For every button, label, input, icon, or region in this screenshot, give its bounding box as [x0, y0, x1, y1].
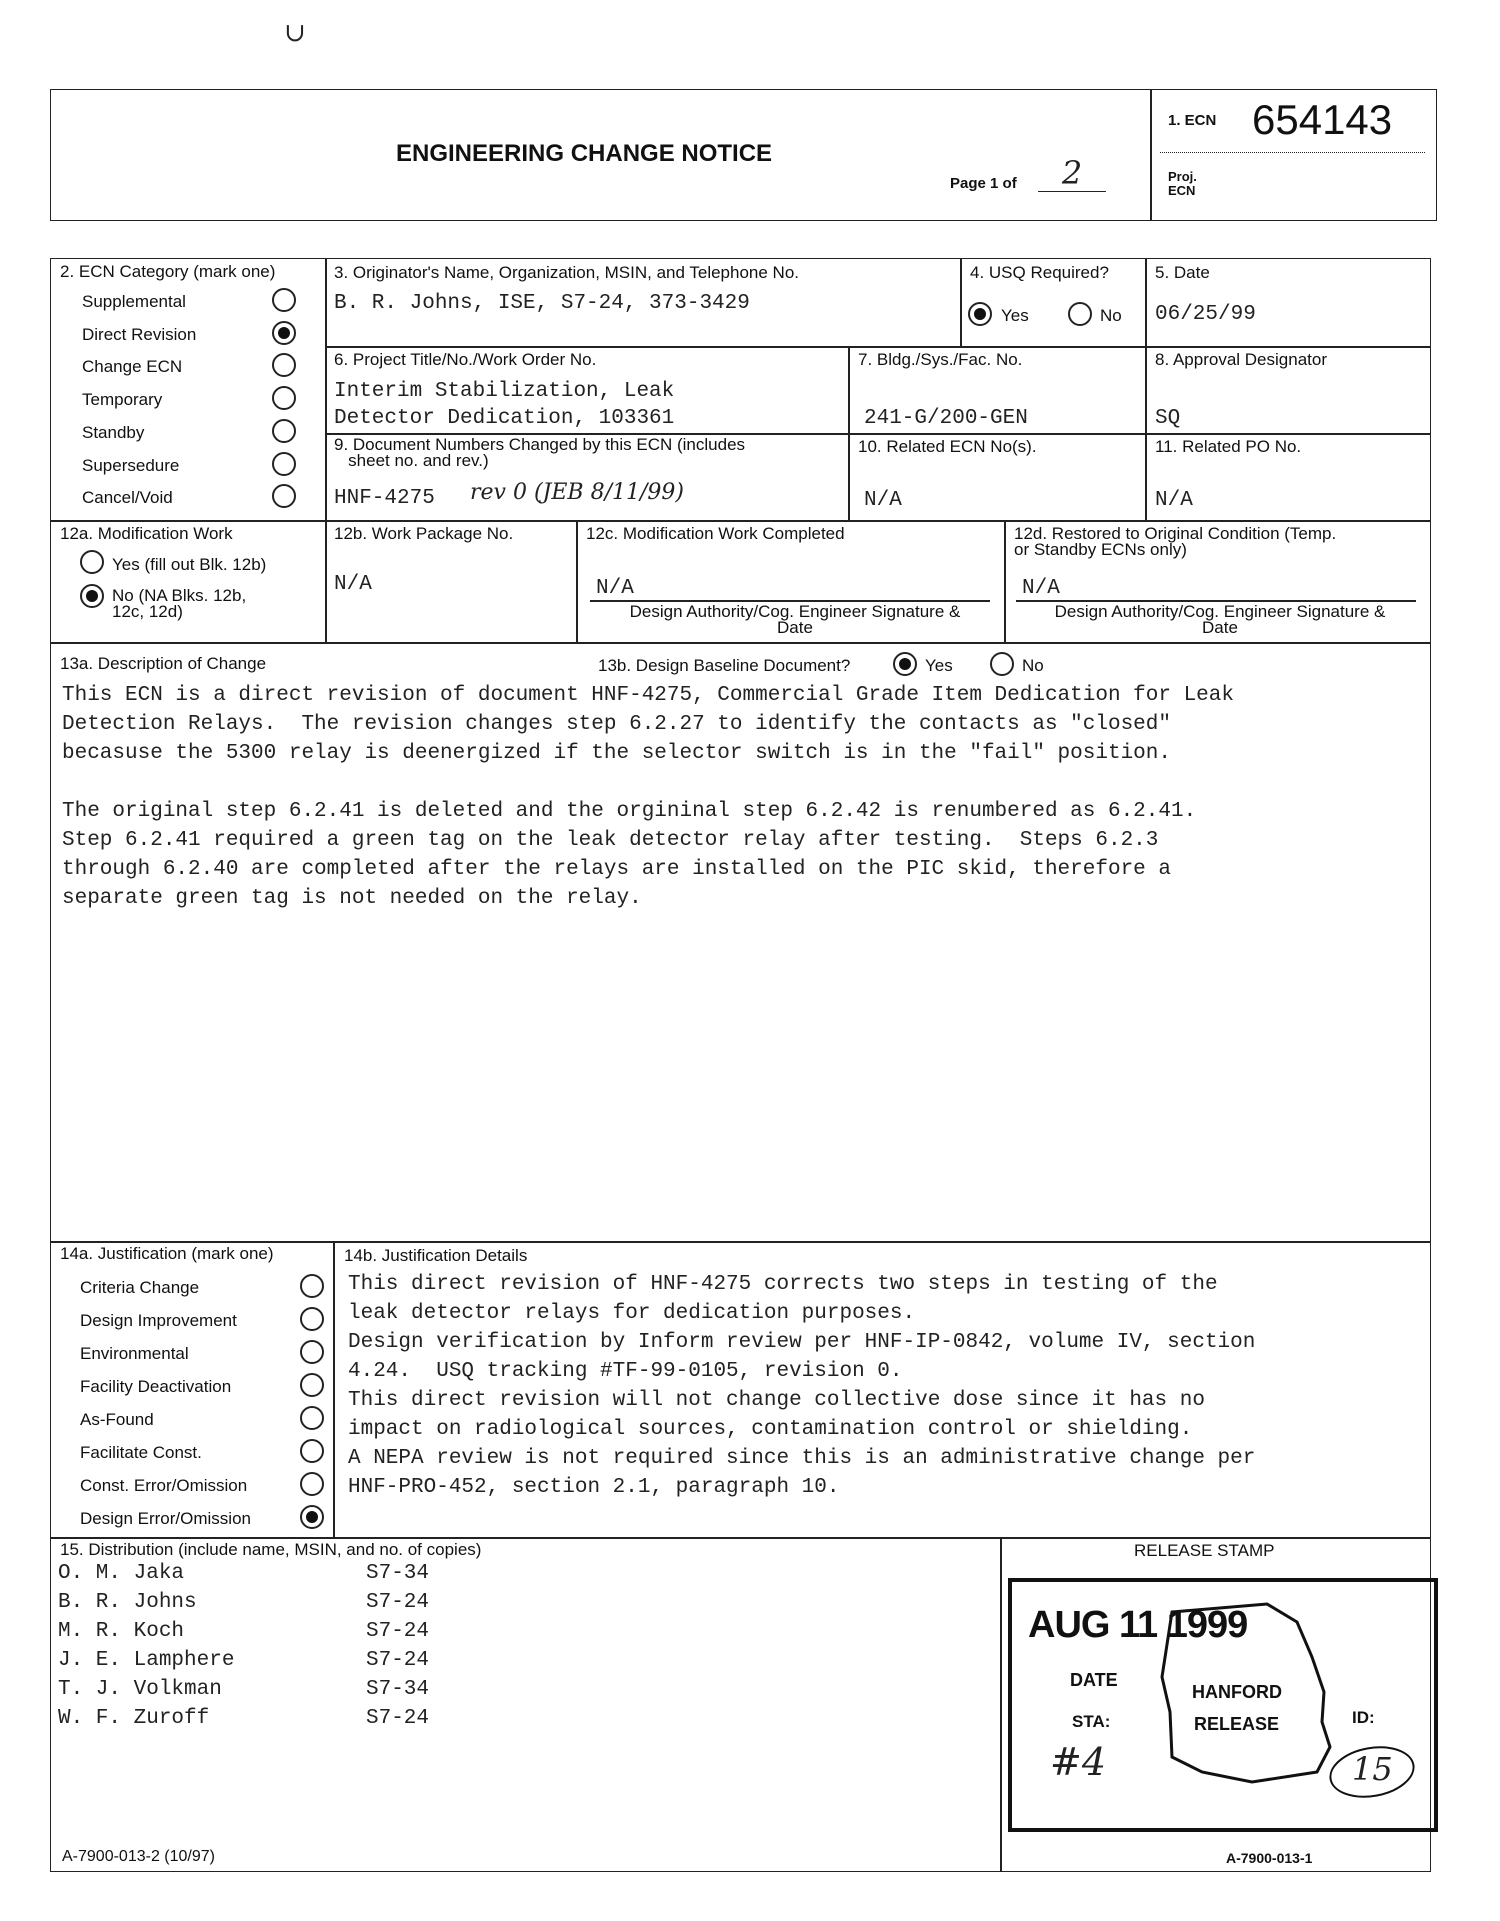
work-package-label: 12b. Work Package No. — [334, 524, 514, 543]
ecn-category-option-radio[interactable] — [272, 288, 296, 312]
description-text: This ECN is a direct revision of document HNF-4275, Commercial Grade Item Dedication for Leak Detection Relays. The revision changes step 6.2.27 to identify the contacts as "closed" becasuse the 5300 relay is deenergized if the selector switch is in the "fail" position. The original step 6.2.41 is deleted and the orgininal step 6.2.42 is renumbered as 6.2.41. Step 6.2.41 required a green tag on the leak detector relay after testing. Steps 6.2.3 through 6.2.40 are completed after the relays are installed on the PIC skid, therefore a separate green tag is not needed on the relay. — [62, 684, 1234, 910]
footer-right: A-7900-013-1 — [1226, 1850, 1313, 1866]
ecn-category-option-radio[interactable] — [272, 452, 296, 476]
mod-work-yes-radio[interactable] — [80, 550, 104, 574]
justification-option-label: Criteria Change — [80, 1278, 200, 1297]
originator-label: 3. Originator's Name, Organization, MSIN, and Telephone No. — [334, 263, 800, 282]
justification-option-radio[interactable] — [300, 1340, 324, 1364]
mod-completed-value: N/A — [596, 577, 634, 600]
mod-completed-label: 12c. Modification Work Completed — [586, 524, 845, 543]
ecn-category-option-label: Supplemental — [82, 292, 186, 311]
justification-option-label: Facility Deactivation — [80, 1377, 232, 1396]
distribution-name: B. R. Johns — [58, 1591, 197, 1614]
stamp-hanford: HANFORD — [1192, 1682, 1282, 1702]
justification-option-label: Const. Error/Omission — [80, 1476, 248, 1495]
ecn-category-option-label: Temporary — [82, 390, 163, 410]
release-stamp-label: RELEASE STAMP — [1134, 1541, 1275, 1560]
related-po-value: N/A — [1155, 489, 1193, 512]
baseline-yes-radio[interactable] — [893, 652, 917, 676]
ecn-category-option-radio[interactable] — [272, 321, 296, 345]
distribution-msin: S7-34 — [366, 1678, 430, 1701]
justification-details-label: 14b. Justification Details — [344, 1246, 528, 1265]
distribution-name: W. F. Zuroff — [58, 1707, 210, 1730]
page-label: Page 1 of — [950, 175, 1017, 192]
stamp-id-label: ID: — [1352, 1708, 1375, 1727]
project-label: 6. Project Title/No./Work Order No. — [334, 350, 597, 369]
mod-work-label: 12a. Modification Work — [60, 524, 233, 543]
restored-label: 12d. Restored to Original Condition (Temp. or Standby ECNs only) — [1014, 524, 1337, 559]
proj-ecn-label: Proj. ECN — [1168, 169, 1197, 198]
documents-handwritten: rev 0 (JEB 8/11/99) — [470, 480, 684, 505]
usq-no-radio[interactable] — [1068, 302, 1092, 326]
approval-value: SQ — [1155, 407, 1181, 430]
ecn-category-option-label: Cancel/Void — [82, 488, 173, 508]
description-label: 13a. Description of Change — [60, 654, 267, 673]
ecn-category-option-label: Supersedure — [82, 455, 180, 475]
justification-option-radio[interactable] — [300, 1472, 324, 1496]
justification-details: This direct revision of HNF-4275 corrects two steps in testing of the leak detector relays for dedication purposes. Design verification by Inform review per HNF-IP-0842, volume IV, section 4.24. USQ tracking #TF-99-0105, revision 0. This direct revision will not change collective dose since it has no impact on radiological sources, contamination control or shielding. A NEPA review is not required since this is an administrative change per HNF-PRO-452, section 2.1, paragraph 10. — [348, 1273, 1256, 1499]
ecn-category-option-label: Standby — [82, 422, 145, 442]
usq-yes-label: Yes — [1001, 306, 1029, 325]
related-ecn-label: 10. Related ECN No(s). — [858, 437, 1037, 456]
originator-value: B. R. Johns, ISE, S7-24, 373-3429 — [334, 292, 750, 315]
mod-work-no-radio[interactable] — [80, 584, 104, 608]
justification-option-radio[interactable] — [300, 1406, 324, 1430]
restored-value: N/A — [1022, 577, 1060, 600]
stamp-date: AUG 11 1999 — [1028, 1604, 1248, 1646]
distribution-name: M. R. Koch — [58, 1620, 185, 1643]
baseline-no-label: No — [1022, 656, 1044, 675]
form-title: ENGINEERING CHANGE NOTICE — [396, 140, 773, 167]
justification-option-radio[interactable] — [300, 1373, 324, 1397]
release-stamp — [1008, 1578, 1438, 1832]
distribution-name: T. J. Volkman — [58, 1678, 222, 1701]
distribution-msin: S7-24 — [366, 1707, 430, 1730]
work-package-value: N/A — [334, 573, 372, 596]
usq-yes-radio[interactable] — [968, 302, 992, 326]
distribution-msin: S7-34 — [366, 1562, 430, 1585]
date-value: 06/25/99 — [1155, 303, 1256, 326]
distribution-msin: S7-24 — [366, 1649, 430, 1672]
bldg-value: 241-G/200-GEN — [864, 407, 1028, 430]
justification-option-label: Design Error/Omission — [80, 1509, 251, 1528]
stray-mark: ∪ — [284, 18, 306, 48]
baseline-label: 13b. Design Baseline Document? — [598, 656, 851, 675]
footer-left: A-7900-013-2 (10/97) — [62, 1848, 215, 1865]
justification-option-label: Facilitate Const. — [80, 1443, 202, 1462]
ecn-category-option-radio[interactable] — [272, 386, 296, 410]
ecn-category-option-label: Change ECN — [82, 357, 183, 377]
ecn-number: 654143 — [1252, 96, 1393, 143]
documents-value: HNF-4275 — [334, 487, 435, 510]
mod-work-yes-label: Yes (fill out Blk. 12b) — [112, 555, 267, 574]
stamp-release: RELEASE — [1194, 1714, 1280, 1734]
mod-work-no-label: No (NA Blks. 12b, 12c, 12d) — [112, 586, 247, 621]
justification-option-radio[interactable] — [300, 1505, 324, 1529]
restored-sig: Design Authority/Cog. Engineer Signature & Date — [1054, 602, 1386, 637]
usq-no-label: No — [1100, 306, 1122, 325]
usq-label: 4. USQ Required? — [970, 263, 1109, 282]
mod-completed-sig: Design Authority/Cog. Engineer Signature & Date — [629, 602, 961, 637]
baseline-yes-label: Yes — [925, 656, 953, 675]
distribution-label: 15. Distribution (include name, MSIN, and no. of copies) — [60, 1540, 482, 1559]
stamp-date-label: DATE — [1070, 1670, 1118, 1690]
distribution-name: J. E. Lamphere — [58, 1649, 235, 1672]
ecn-category-label: 2. ECN Category (mark one) — [60, 262, 276, 281]
bldg-label: 7. Bldg./Sys./Fac. No. — [858, 350, 1023, 369]
project-line1: Interim Stabilization, Leak — [334, 380, 675, 403]
distribution-msin: S7-24 — [366, 1591, 430, 1614]
ecn-category-option-label: Direct Revision — [82, 324, 197, 344]
related-ecn-value: N/A — [864, 489, 902, 512]
justification-option-radio[interactable] — [300, 1439, 324, 1463]
distribution-msin: S7-24 — [366, 1620, 430, 1643]
ecn-category-option-radio[interactable] — [272, 484, 296, 508]
justification-label: 14a. Justification (mark one) — [60, 1244, 274, 1263]
related-po-label: 11. Related PO No. — [1155, 437, 1302, 456]
justification-option-radio[interactable] — [300, 1274, 324, 1298]
distribution-name: O. M. Jaka — [58, 1562, 185, 1585]
justification-option-label: As-Found — [80, 1410, 154, 1429]
documents-label: 9. Document Numbers Changed by this ECN (includes sheet no. and rev.) — [334, 435, 746, 470]
stamp-sta-value: #4 — [1050, 1740, 1107, 1784]
approval-label: 8. Approval Designator — [1155, 350, 1327, 369]
page-total: 2 — [1038, 155, 1106, 192]
project-line2: Detector Dedication, 103361 — [334, 407, 675, 430]
justification-option-label: Design Improvement — [80, 1311, 237, 1330]
date-label: 5. Date — [1155, 263, 1210, 282]
ecn-category-option-radio[interactable] — [272, 419, 296, 443]
ecn-label: 1. ECN — [1168, 112, 1217, 129]
justification-option-radio[interactable] — [300, 1307, 324, 1331]
stamp-sta-label: STA: — [1072, 1712, 1111, 1731]
justification-option-label: Environmental — [80, 1344, 189, 1363]
baseline-no-radio[interactable] — [990, 652, 1014, 676]
stamp-id-value: 15 — [1352, 1750, 1393, 1788]
